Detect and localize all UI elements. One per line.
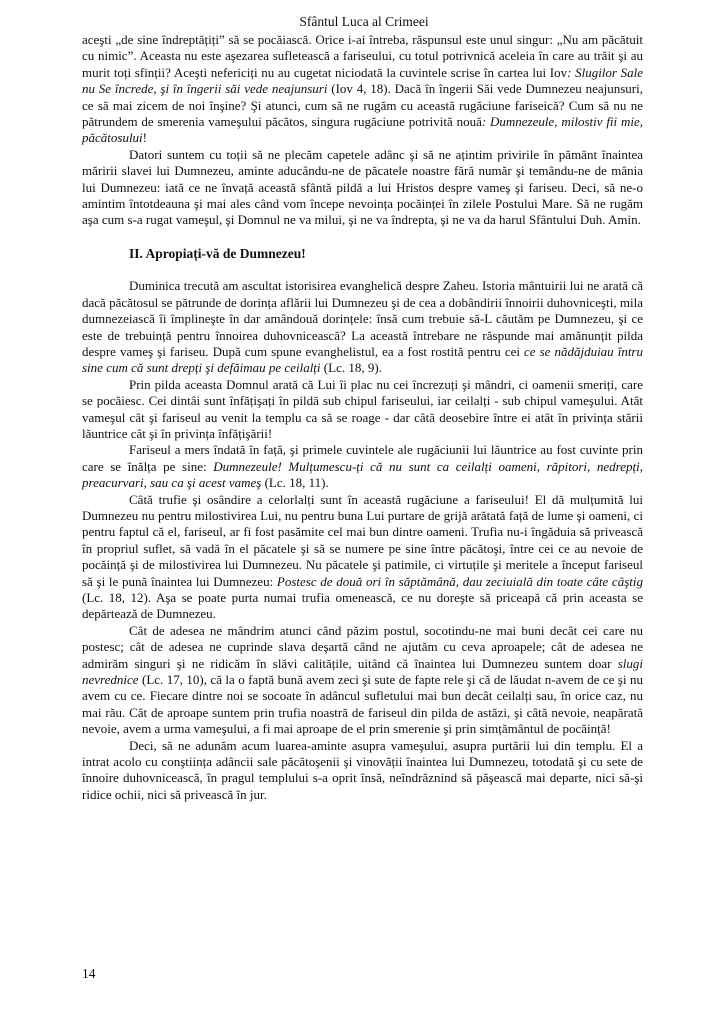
text-run: (Lc. 18, 12). Aşa se poate purta numai trufia omenească, ce nu doreşte să priceapă că prin aceasta se depărtează de Dumnezeu. xyxy=(82,590,643,622)
text-run: (Lc. 18, 9). xyxy=(320,360,382,376)
paragraph-2 xyxy=(82,147,643,229)
paragraph-7 xyxy=(82,623,643,738)
text-run: Duminica trecută am ascultat istorisirea evanghelică despre Zaheu. Istoria mântuirii lui ne arată că dacă păcătosul se pătrunde de dorința aflării lui Dumnezeu şi de cea a dobândirii înnoirii duhovniceşti, mila dumnezeiască îi împlineşte în dar amândouă dorințele: însă cum trebuie să-L căutăm pe Dumnezeu, şi ce este de trebuință pentru înnoirea duhovnicească? La această întrebare ne răspunde mai amănunțit pilda despre vameş şi fariseu. După cum spune evanghelistul, ea a fost rostită pentru cei xyxy=(82,278,643,359)
text-run: (Iov 4, 18). Dacă în îngerii Săi vede Dumnezeu neajunsuri, ce să mai zicem de noi înşine? Şi atunci, cum să ne rugăm cu această rugăciune fariseică? Cum să nu ne pătrundem de smerenia vameşului păcătos, singura rugăciune potrivită nouă xyxy=(82,81,643,130)
paragraph-8 xyxy=(82,738,643,804)
scripture-quote: : Dumnezeule, milostiv fii mie, păcătosului xyxy=(82,114,643,146)
paragraph-6 xyxy=(82,492,643,623)
text-run: Cât de adesea ne mândrim atunci când păzim postul, socotindu-ne mai buni decât cei care nu postesc; cât de adesea ne cuprinde slava deşartă când ne ajutăm cu ceva aproapele; cât de adesea ne admirăm singuri şi ne ridicăm în slăvi calitățile, uitând că înaintea lui Dumnezeu suntem doar xyxy=(82,622,643,671)
text-run: Câtă trufie şi osândire a celorlalți sunt în această rugăciune a fariseului! El dă mulțumită lui Dumnezeu nu pentru milostivirea Lui, nu pentru buna Lui purtare de grijă arătată față de lume şi oameni, ci pentru faptul că el, fariseul, ar fi fost pasămite cel mai bun dintre oameni. Trufia nu-i îngăduia să privească în propriul suflet, să vadă în el păcatele şi să se numere pe sine între păcătoşi, între cei ce au nevoie de pocăință şi de milostivirea lui Dumnezeu. Nu păcatele şi patimile, ci virtuțile şi meritele a început fariseul să şi le pună înaintea lui Dumnezeu: xyxy=(82,491,643,589)
text-run: Datori suntem cu toții să ne plecăm capetele adânc şi să ne ațintim privirile în pământ înaintea măririi slavei lui Dumnezeu, aminte aducându-ne de păcatele noastre fără număr şi temându-ne de mânia lui Dumnezeu: iată ce ne învață această sfântă pildă a lui Hristos despre vameş şi fariseu. Deci, să ne-o amintim întotdeauna şi mai ales când vom începe nevoința pocăinței în zilele Postului Mare. Să ne rugăm aşa cum s-a rugat vameşul, şi Domnul ne va milui, şi ne va îndrepta, şi ne va da harul Sfântului Duh. Amin. xyxy=(82,146,643,228)
text-run: ! xyxy=(142,130,148,146)
text-run: Deci, să ne adunăm acum luarea-aminte asupra vameşului, asupra purtării lui din templu. El a intrat acolo cu conştiința adâncii sale păcătoşenii şi vinovății înaintea lui Dumnezeu, totodată şi cu sete de înnoire duhovnicească, în pragul templului s-a oprit însă, neîndrăznind să păşească mai departe, nici să-şi ridice ochii, nici să privească în jur. xyxy=(82,737,643,802)
scripture-quote: slugi nevrednice xyxy=(82,655,643,688)
body-text xyxy=(82,32,643,803)
running-header: Sfântul Luca al Crimeei xyxy=(299,14,429,29)
text-run: Fariseul a mers îndată în față, şi primele cuvintele ale rugăciunii lui lăuntrice au fost cuvinte prin care se înălța pe sine: xyxy=(82,442,643,474)
paragraph-1 xyxy=(82,32,643,147)
scripture-quote: Dumnezeule! Mulțumescu-ți că nu sunt ca ceilalți oameni, răpitori, nedrepți, preacurvari, sau ca şi acest vameş xyxy=(82,458,643,491)
section-heading: II. Apropiați-vă de Dumnezeu! xyxy=(129,245,306,261)
text-run: (Lc. 17, 10), că la o faptă bună avem zeci şi sute de fapte rele şi că de lăudat n-avem de ce şi nu avem cu ce. Fiecare dintre noi se socoate în adâncul sufletului mai bun decât ceilalți sau, în orice caz, nu mai rău. Cât de aproape suntem prin trufia noastră de fariseul din pilda de astăzi, şi câtă nevoie, neapărată nevoie, avem a urma vameşului, a fi mai aproape de el prin smerenie şi prin simțământul de pocăință! xyxy=(82,672,643,737)
text-run: aceşti „de sine îndreptățiți” să se pocăiască. Orice i-ai întreba, răspunsul este unul singur: „Nu am păcătuit cu nimic”. Aceasta nu este aşezarea sufletească a fariseului, cu totul potrivnică aceleia în care au trăit şi au murit toți sfinții? Aceşti nefericiți nu au cugetat niciodată la cuvintele scrise în cartea lui Iov xyxy=(82,32,643,80)
paragraph-5 xyxy=(82,442,643,491)
paragraph-3 xyxy=(82,278,643,376)
text-run: Prin pilda aceasta Domnul arată că Lui îi plac nu cei încrezuți şi mândri, ci oamenii smeriți, care se pocăiesc. Cei dintâi sunt înfățişați în pildă sub chipul fariseului, iar ceilalți - sub chipul vameşului. Atât vameşul cât şi fariseul au venit la templu ca să se roage - dar câtă deosebire între ei atât în privința stării lăuntrice cât şi în privința înfățişării! xyxy=(82,376,643,441)
scripture-quote: : Slugilor Sale nu Se încrede, şi în îngerii săi vede neajunsuri xyxy=(82,64,644,97)
scripture-quote: ce se nădăjduiau întru sine cum că sunt drepți şi defăimau pe ceilalți xyxy=(82,343,643,376)
paragraph-4 xyxy=(82,377,643,443)
scripture-quote: Postesc de două ori în săptămână, dau zeciuială din toate câte câştig xyxy=(276,573,643,589)
page-number: 14 xyxy=(82,966,96,981)
text-run: (Lc. 18, 11). xyxy=(261,475,329,491)
